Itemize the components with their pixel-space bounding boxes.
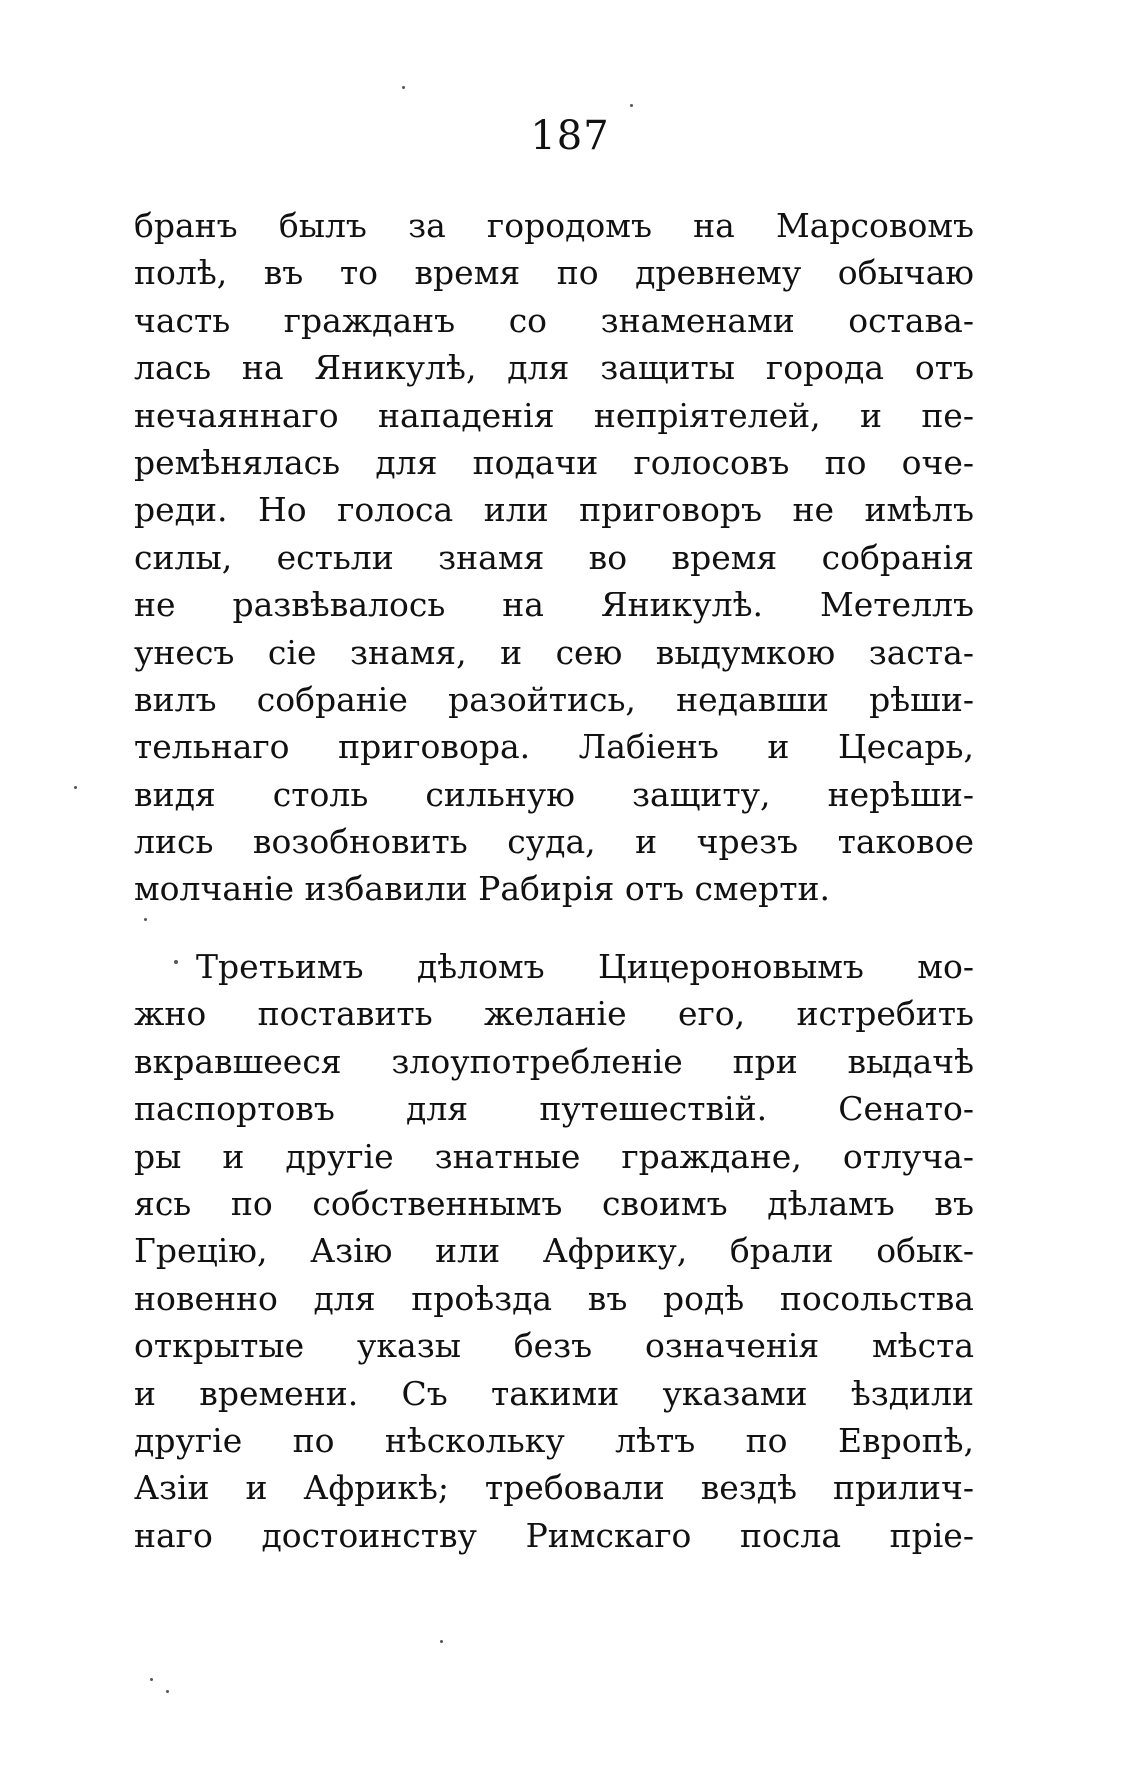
text-line: силы, естьли знамя во время собранія [134, 537, 974, 577]
text-line: часть гражданъ со знаменами оставa- [134, 300, 974, 340]
text-line: Азіи и Африкѣ; требовали вездѣ прилич- [134, 1468, 974, 1508]
text-line: молчаніе избавили Рабирія отъ смерти. [134, 869, 830, 909]
scan-speck [144, 918, 147, 921]
text-line: не развѣвалось на Яникулѣ. Метеллъ [134, 585, 974, 625]
scan-speck [174, 960, 178, 964]
text-line: открытые указы безъ означенія мѣста [134, 1326, 974, 1366]
text-line: Грецію, Азію или Африку, брали обык- [134, 1231, 974, 1271]
scan-speck [166, 1690, 169, 1693]
scan-speck [630, 104, 633, 107]
text-line: унесъ сіе знамя, и сею выдумкою заста- [134, 632, 974, 672]
scan-speck [74, 786, 77, 789]
text-line: и времени. Съ такими указами ѣздили [134, 1373, 974, 1413]
paragraph-1 [134, 202, 974, 913]
paragraph-2 [134, 943, 974, 1559]
scan-speck [150, 1678, 153, 1681]
text-line: ры и другіе знатные граждане, отлуча- [134, 1136, 974, 1176]
text-line: бранъ былъ за городомъ на Марсовомъ [134, 206, 974, 245]
scan-speck [402, 86, 405, 89]
text-line: лась на Яникулѣ, для защиты города отъ [134, 348, 974, 388]
text-line: новенно для проѣзда въ родѣ посольства [134, 1278, 974, 1318]
text-line: жно поставить желаніе его, истребить [134, 994, 974, 1034]
text-line: Третьимъ дѣломъ Цицероновымъ мо- [196, 947, 974, 986]
text-line: другіе по нѣскольку лѣтъ по Европѣ, [134, 1420, 974, 1460]
page-number: 187 [530, 113, 610, 159]
text-line: паспортовъ для путешествій. Сенато- [134, 1089, 974, 1129]
text-line: тельнаго приговора. Лабіенъ и Цесарь, [134, 727, 974, 767]
text-line: наго достоинству Римскаго посла пріе- [134, 1515, 974, 1555]
text-line: вкравшееся злоупотребленіе при выдачѣ [134, 1041, 974, 1081]
text-line: реди. Но голоса или приговоръ не имѣлъ [134, 490, 974, 530]
scan-speck [440, 1640, 443, 1643]
text-line: ясь по собственнымъ своимъ дѣламъ въ [134, 1183, 974, 1223]
text-line: полѣ, въ то время по древнему обычаю [134, 253, 974, 293]
text-line: видя столь сильную защиту, нерѣши- [134, 774, 974, 814]
text-line: вилъ собраніе разойтись, недавши рѣши- [134, 679, 974, 719]
text-line: лись возобновить суда, и чрезъ таковое [134, 822, 974, 862]
text-line: нечаяннаго нападенія непріятелей, и пе- [134, 395, 974, 435]
text-line: ремѣнялась для подачи голосовъ по оче- [134, 442, 974, 482]
